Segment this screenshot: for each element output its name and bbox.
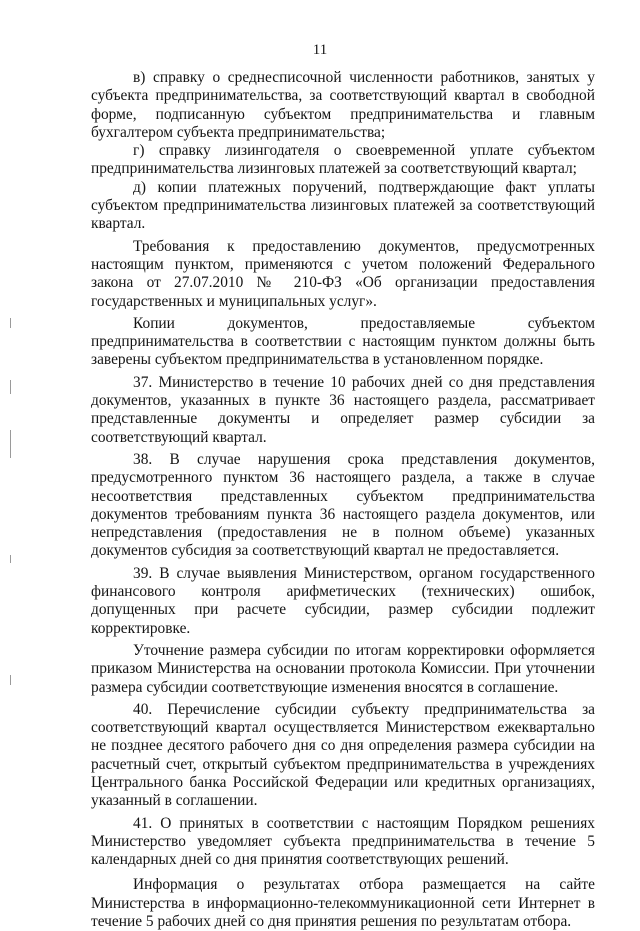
paragraph-38: 38. В случае нарушения срока представления документов, предусмотренного пунктом 36 настоящего раздела, а также в случае несоответствия представленных субъектом предпринимательства документов требованиям пункта 36 настоящего раздела документов, или непредставления (предоставления не в полном объеме) указанных документов субсидия за соответствующий квартал не предоставляется.: [91, 450, 595, 560]
paragraph-d: д) копии платежных поручений, подтверждающие факт уплаты субъектом предпринимательства лизинговых платежей за соответствующий квартал.: [91, 178, 595, 233]
scan-margin-mark: [10, 318, 11, 328]
paragraph-clarification: Уточнение размера субсидии по итогам корректировки оформляется приказом Министерства на основании протокола Комиссии. При уточнении размера субсидии соответствующие изменения вносятся в соглашение.: [91, 641, 595, 696]
paragraph-41: 41. О принятых в соответствии с настоящим Порядком решениях Министерство уведомляет субъекта предпринимательства в течение 5 календарных дней со дня принятия соответствующих решений.: [91, 814, 595, 869]
scan-margin-mark: [10, 555, 11, 563]
paragraph-requirements: Требования к предоставлению документов, предусмотренных настоящим пунктом, применяются с учетом положений Федерального закона от 27.07.2010 № 210-ФЗ «Об организации предоставления государственных и муниципальных услуг».: [91, 237, 595, 310]
paragraph-39: 39. В случае выявления Министерством, органом государственного финансового контроля арифметических (технических) ошибок, допущенных при расчете субсидии, размер субсидии подлежит корректировке.: [91, 564, 595, 637]
scan-margin-mark: [10, 380, 11, 394]
document-body: [91, 69, 595, 931]
paragraph-37: 37. Министерство в течение 10 рабочих дней со дня представления документов, указанных в пункте 36 настоящего раздела, рассматривает представленные документы и определяет размер субсидии за соответствующий квартал.: [91, 373, 595, 446]
page-number: 11: [312, 42, 328, 58]
scan-margin-mark: [10, 675, 11, 685]
paragraph-g: г) справку лизингодателя о своевременной уплате субъектом предпринимательства лизинговых платежей за соответствующий квартал;: [91, 142, 595, 178]
paragraph-40: 40. Перечисление субсидии субъекту предпринимательства за соответствующий квартал осуществляется Министерством ежеквартально не позднее десятого рабочего дня со дня определения размера субсидии на расчетный счет, открытый субъектом предпринимательства в учреждениях Центрального банка Российской Федерации или кредитных организациях, указанный в соглашении.: [91, 700, 595, 810]
paragraph-copies: Копии документов, предоставляемые субъектом предпринимательства в соответствии с настоящим пунктом должны быть заверены субъектом предпринимательства в установленном порядке.: [91, 314, 595, 369]
paragraph-information: Информация о результатах отбора размещается на сайте Министерства в информационно-телекоммуникационной сети Интернет в течение 5 рабочих дней со дня принятия решения по результатам отбора.: [91, 876, 595, 931]
scan-margin-mark: [10, 430, 11, 458]
paragraph-v: в) справку о среднесписочной численности работников, занятых у субъекта предпринимательства, за соответствующий квартал в свободной форме, подписанную субъектом предпринимательства и главным бухгалтером субъекта предпринимательства;: [91, 69, 595, 141]
